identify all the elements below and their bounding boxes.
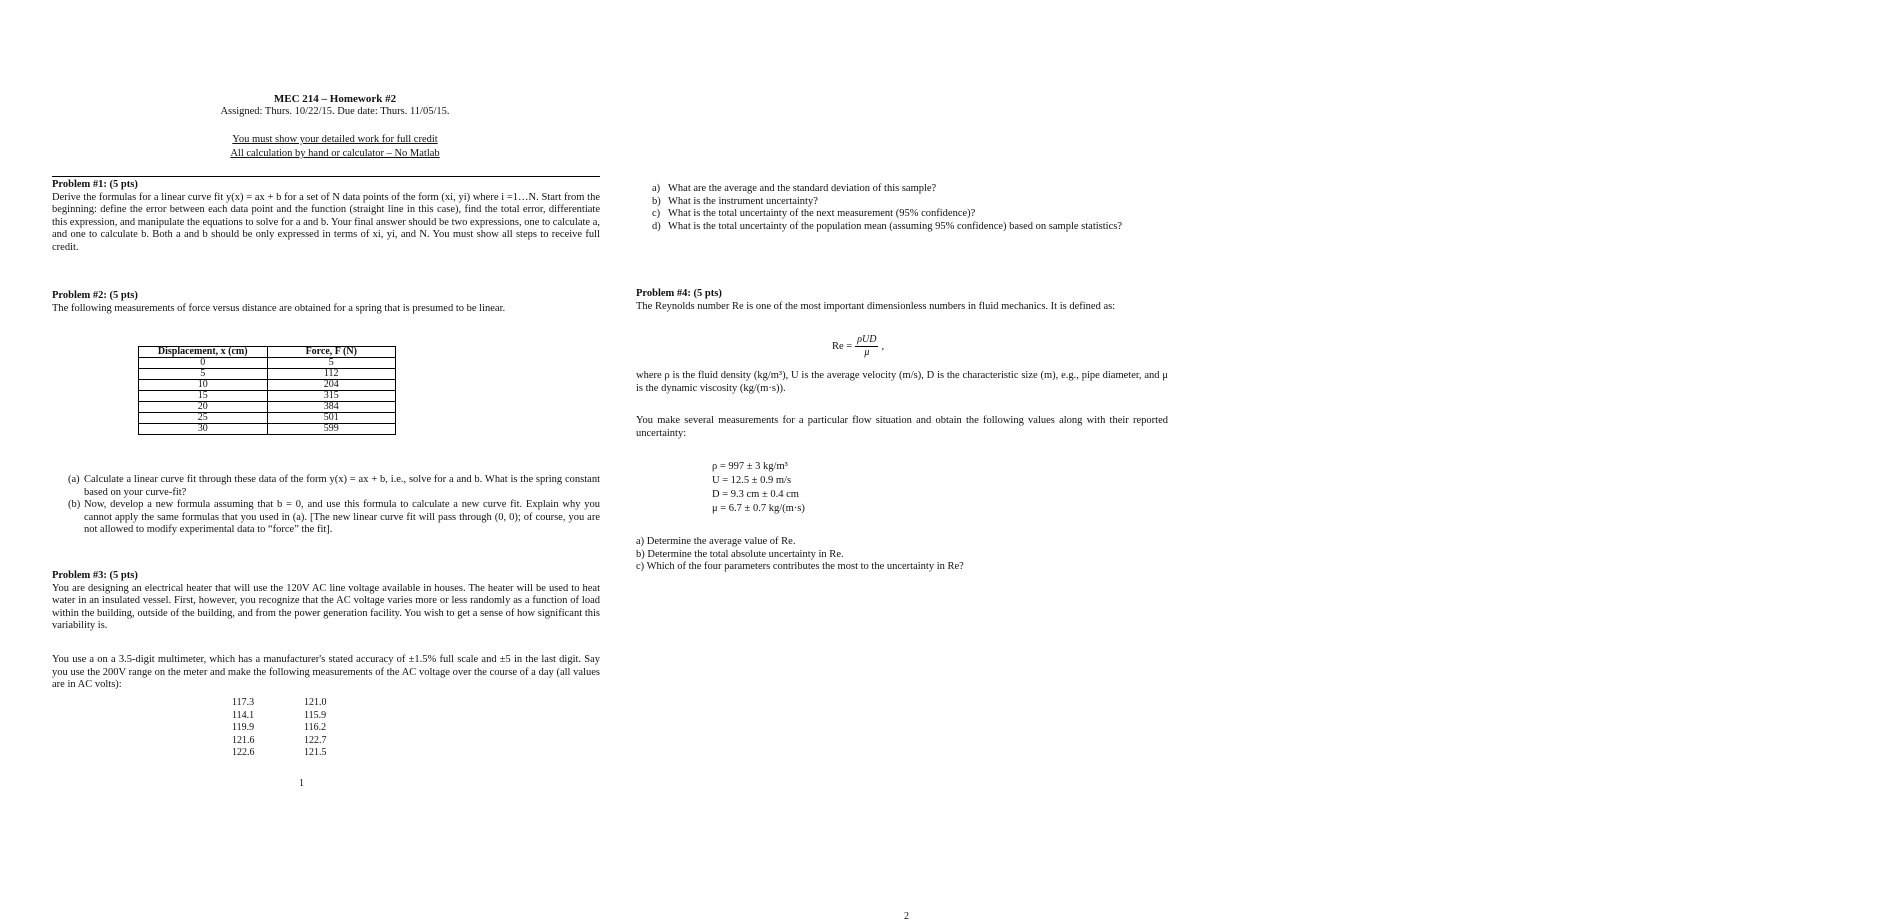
- list-item: c) Which of the four parameters contributes the most to the uncertainty in Re?: [636, 561, 964, 572]
- measurement-item: ρ = 997 ± 3 kg/m³: [712, 461, 788, 472]
- table-header-row: [139, 347, 396, 358]
- reading-value: 116.2: [304, 722, 327, 733]
- reading-value: 122.7: [304, 734, 327, 746]
- list-item: a) Determine the average value of Re.: [636, 536, 796, 547]
- list-item: [68, 474, 600, 499]
- list-text: What is the total uncertainty of the population mean (assuming 95% confidence) based on sample statistics?: [668, 220, 1122, 232]
- list-marker: (b): [68, 499, 81, 510]
- problem-2: [52, 290, 600, 315]
- table-cell: 599: [267, 424, 396, 435]
- measurement-item: U = 12.5 ± 0.9 m/s: [712, 475, 792, 486]
- list-item: [652, 221, 1168, 234]
- list-marker: (a): [68, 474, 80, 485]
- reading-row: [232, 735, 376, 748]
- problem-4: [636, 288, 1168, 313]
- table-cell: 20: [139, 402, 268, 413]
- table-row: [139, 380, 396, 391]
- measurement-item: D = 9.3 cm ± 0.4 cm: [712, 489, 799, 500]
- reading-value: 121.6: [232, 734, 255, 746]
- equation-lhs: Re =: [832, 341, 853, 352]
- document-title: MEC 214 – Homework #2: [273, 93, 397, 105]
- reading-row: [232, 747, 376, 760]
- reynolds-equation: [832, 334, 884, 359]
- problem-3: [52, 570, 600, 633]
- problem-3-para-2: You use a on a 3.5-digit multimeter, which has a manufacturer's stated accuracy of ±1.5% full scale and ±5 in the last digit. Say you use the 200V range on the meter and make the following measurements of the AC voltage over the course of a day (all values are in AC volts):: [52, 654, 600, 690]
- page-1: [40, 0, 620, 921]
- list-marker: d): [652, 220, 661, 232]
- problem-3-para-1: You are designing an electrical heater that will use the 120V AC line voltage available in houses. The heater will be used to heat water in an insulated vessel. First, however, you recognize that the AC voltage varies more or less randomly as a function of load within the building, outside of the building, and from the power generation facility. You wish to get a sense of how significant this variability is.: [52, 582, 600, 631]
- table-row: [139, 413, 396, 424]
- measurement-item: μ = 6.7 ± 0.7 kg/(m·s): [712, 503, 805, 514]
- list-text: Now, develop a new formula assuming that b = 0, and use this formula to calculate a new curve fit. Explain why you cannot apply the same formulas that you used in (a). [The new linear curve fit will pass through (0, 0); of course, you are not allowed to modify experimental data to “force” the fit].: [84, 499, 600, 535]
- reading-row: [232, 710, 376, 723]
- measurement-values: [712, 460, 805, 516]
- table-row: [139, 402, 396, 413]
- table-row: [139, 424, 396, 435]
- problem-4-para: You make several measurements for a particular flow situation and obtain the following values along with their reported uncertainty:: [636, 415, 1168, 439]
- reading-value: 114.1: [232, 709, 255, 721]
- page-number: 2: [904, 911, 909, 922]
- problem-2-title: Problem #2: (5 pts): [52, 290, 138, 301]
- problem-4-intro: The Reynolds number Re is one of the most important dimensionless numbers in fluid mechanics. It is defined as:: [636, 300, 1116, 312]
- reading-value: 117.3: [232, 697, 255, 708]
- equation-trail: ,: [881, 341, 885, 352]
- problem-1: [52, 179, 600, 254]
- table-cell: 10: [139, 380, 268, 391]
- voltage-readings: [232, 697, 376, 760]
- list-item: [652, 196, 1168, 209]
- problem-4-questions: [636, 536, 1168, 574]
- table-cell: 315: [267, 391, 396, 402]
- list-item: b) Determine the total absolute uncertainty in Re.: [636, 548, 844, 560]
- page-2: [620, 0, 1200, 921]
- reading-value: 119.9: [232, 722, 255, 733]
- table-cell: 112: [267, 369, 396, 380]
- equation-denominator: μ: [864, 347, 870, 358]
- reading-row: [232, 697, 376, 710]
- problem-2-parts: [68, 474, 600, 537]
- problem-1-title: Problem #1: (5 pts): [52, 179, 138, 190]
- page-number: 1: [299, 778, 304, 789]
- table-cell: 501: [267, 413, 396, 424]
- list-marker: b): [652, 195, 661, 207]
- equation-fraction: [855, 334, 878, 359]
- instruction-note-1: You must show your detailed work for full credit: [232, 134, 438, 145]
- reading-value: 122.6: [232, 747, 255, 758]
- problem-2-intro: The following measurements of force versus distance are obtained for a spring that is presumed to be linear.: [52, 302, 506, 314]
- table-cell: 204: [267, 380, 396, 391]
- table-header-cell: Force, F (N): [267, 347, 396, 358]
- reading-value: 121.0: [304, 697, 327, 708]
- table-cell: 5: [267, 358, 396, 369]
- equation-numerator: ρUD: [857, 334, 877, 345]
- table-header-cell: Displacement, x (cm): [139, 347, 268, 358]
- instruction-note-2: All calculation by hand or calculator – No Matlab: [230, 148, 440, 159]
- table-cell: 15: [139, 391, 268, 402]
- table-cell: 0: [139, 358, 268, 369]
- list-text: What are the average and the standard deviation of this sample?: [668, 183, 937, 194]
- force-displacement-table: [138, 346, 396, 435]
- table-row: [139, 369, 396, 380]
- table-cell: 5: [139, 369, 268, 380]
- table-cell: 25: [139, 413, 268, 424]
- list-text: What is the total uncertainty of the next measurement (95% confidence)?: [668, 208, 976, 219]
- list-text: What is the instrument uncertainty?: [668, 195, 818, 207]
- table-cell: 30: [139, 424, 268, 435]
- list-item: [652, 208, 1168, 221]
- reading-value: 115.9: [304, 709, 327, 721]
- problem-1-text: Derive the formulas for a linear curve fit y(x) = ax + b for a set of N data points of the form (xi, yi) where i =1…N. Start from the beginning: define the error between each data point and the function (straight line in this case), find the total error, differentiate this expression, and manipulate the equations to solve for a and b. Your final answer should be two expressions, one to calculate a, and one to calculate b. Both a and b should be only expressed in terms of xi, yi, and N. You must show all steps to receive full credit.: [52, 191, 600, 253]
- problem-3-title: Problem #3: (5 pts): [52, 570, 138, 581]
- problem-4-title: Problem #4: (5 pts): [636, 288, 722, 299]
- assignment-dates: Assigned: Thurs. 10/22/15. Due date: Thurs. 11/05/15.: [220, 106, 450, 117]
- list-marker: a): [652, 183, 661, 194]
- list-item: [652, 183, 1168, 196]
- problem-4-where: where ρ is the fluid density (kg/m³), U is the average velocity (m/s), D is the characteristic size (m), e.g., pipe diameter, and μ is the dynamic viscosity (kg/(m·s)).: [636, 370, 1168, 394]
- problem-3-questions: [652, 183, 1168, 233]
- list-item: [68, 499, 600, 537]
- table-row: [139, 358, 396, 369]
- list-marker: c): [652, 208, 661, 219]
- reading-value: 121.5: [304, 747, 327, 758]
- list-text: Calculate a linear curve fit through these data of the form y(x) = ax + b, i.e., solve for a and b. What is the spring constant based on your curve-fit?: [84, 474, 600, 498]
- reading-row: [232, 722, 376, 735]
- table-cell: 384: [267, 402, 396, 413]
- table-row: [139, 391, 396, 402]
- header-divider: [52, 176, 600, 177]
